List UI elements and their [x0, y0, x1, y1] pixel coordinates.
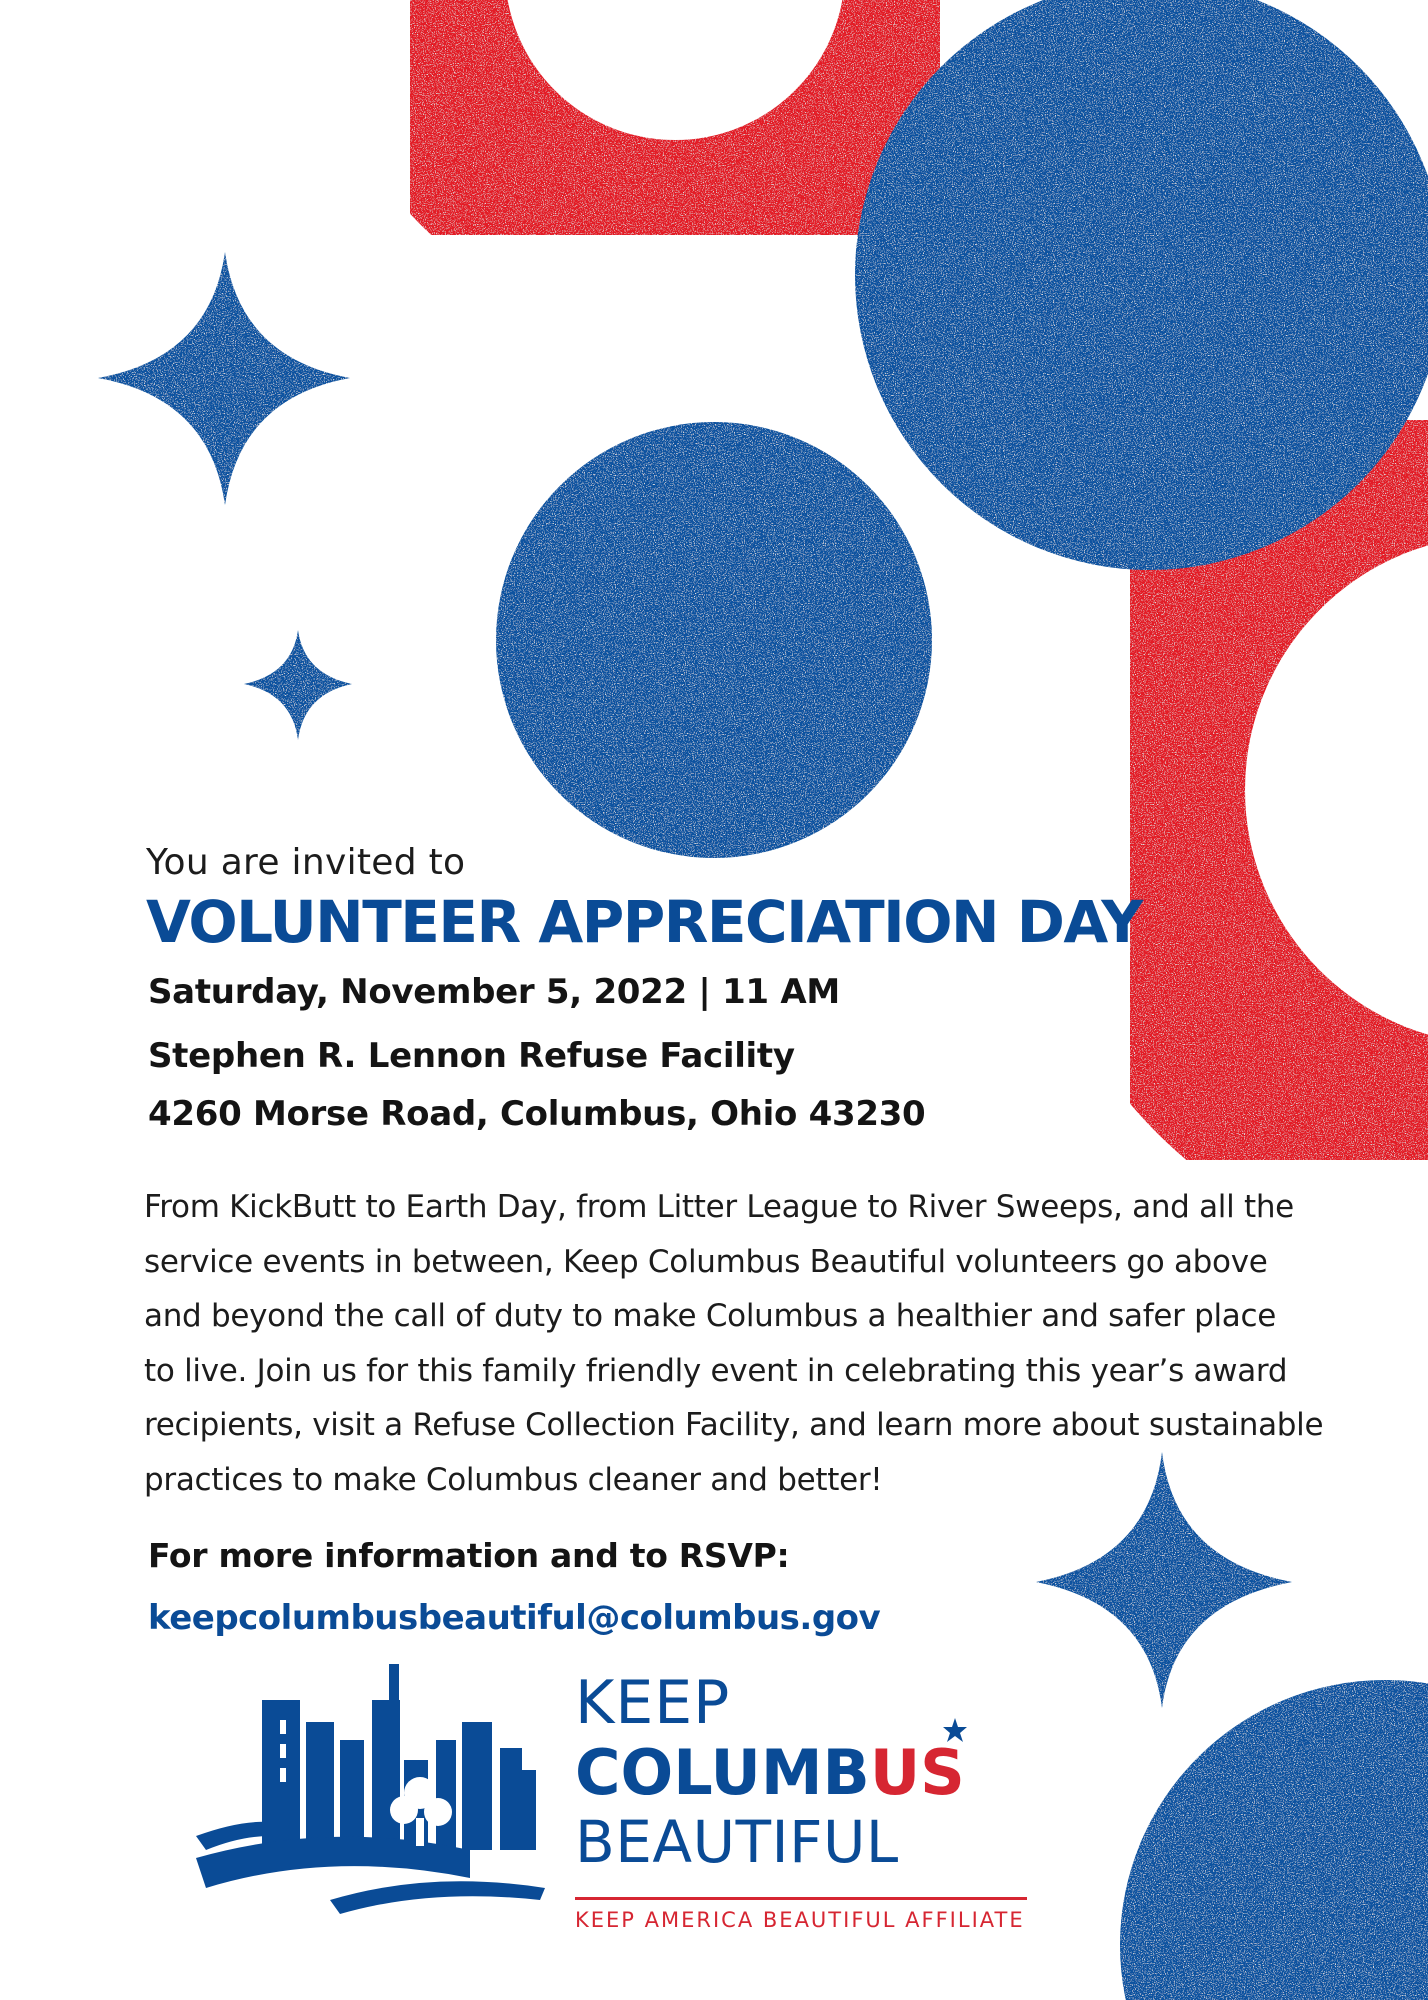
blue-circle-large [855, 0, 1428, 570]
rsvp-label: For more information and to RSVP: [148, 1536, 790, 1575]
logo-divider [575, 1897, 1027, 1900]
logo-columbus [575, 1736, 965, 1809]
event-venue: Stephen R. Lennon Refuse Facility [148, 1036, 795, 1076]
rsvp-email-link[interactable]: keepcolumbusbeautiful@columbus.gov [148, 1598, 881, 1638]
event-datetime: Saturday, November 5, 2022 | 11 AM [148, 972, 840, 1012]
event-title: VOLUNTEER APPRECIATION DAY [146, 888, 1142, 956]
logo-beautiful: BEAUTIFUL [575, 1808, 899, 1876]
red-ring-top [410, 0, 940, 235]
sparkle-star-small [244, 630, 352, 740]
logo-columbus-main: COLUMB [575, 1736, 870, 1809]
invite-intro: You are invited to [146, 842, 466, 883]
event-address: 4260 Morse Road, Columbus, Ohio 43230 [148, 1094, 926, 1134]
blue-circle-middle [496, 422, 932, 858]
logo-columbus-us: US [869, 1736, 965, 1809]
blue-circle-bottom [1120, 1680, 1428, 2000]
columbus-skyline-icon [196, 1664, 545, 1914]
logo-keep: KEEP [575, 1668, 731, 1738]
event-description: From KickButt to Earth Day, from Litter League to River Sweeps, and all the service events in between, Keep Columbus Beautiful volunteers go above and beyond the call of duty to make Columbus a healthier and safer place to live. Join us for this family friendly event in celebrating this year’s award recipients, visit a Refuse Collection Facility, and learn more about sustainable practices to make Columbus cleaner and better! [144, 1189, 1324, 1498]
logo-affiliate: KEEP AMERICA BEAUTIFUL AFFILIATE [575, 1908, 1025, 1932]
sparkle-star-large [98, 252, 350, 505]
